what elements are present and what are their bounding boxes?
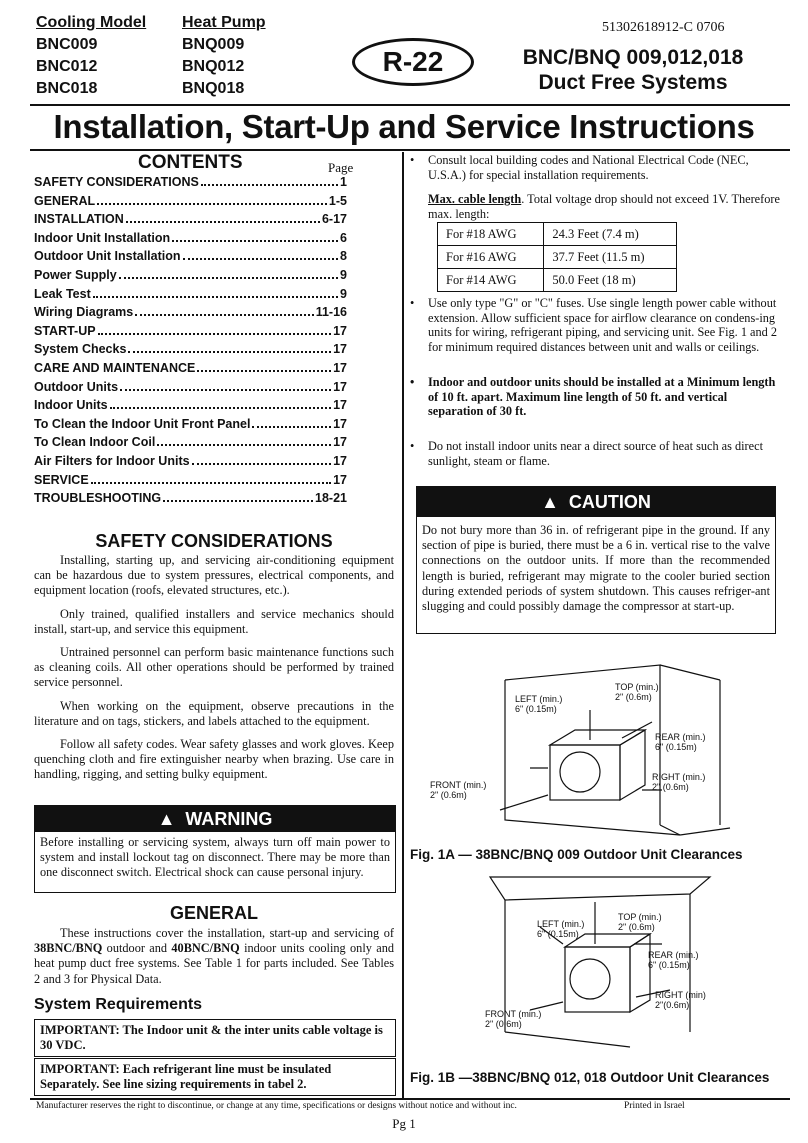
indoor-model-ref: 40BNC/BNQ: [171, 941, 240, 956]
fig1a-label-top: TOP (min.) 2" (0.6m): [615, 682, 659, 702]
caution-label: CAUTION: [568, 491, 651, 512]
table-row: [438, 246, 677, 269]
fig1b-label-top: TOP (min.) 2" (0.6m): [618, 912, 662, 932]
general-heading: GENERAL: [169, 903, 258, 923]
toc-entry[interactable]: Air Filters for Indoor Units 17: [34, 453, 347, 468]
important-note-voltage: IMPORTANT: The Indoor unit & the inter units cable voltage is 30 VDC.: [34, 1019, 396, 1057]
cooling-model-column: [36, 12, 146, 100]
main-title: Installation, Start-Up and Service Instructions: [53, 108, 755, 145]
figure-1b-caption: Fig. 1B —38BNC/BNQ 012, 018 Outdoor Unit Clearances: [410, 1070, 770, 1085]
safety-paragraph: When working on the equipment, observe precautions in the literature and on tags, stickers, and labels attached to the equipment.: [34, 698, 394, 728]
toc-entry[interactable]: System Checks 17: [34, 342, 347, 357]
table-row: [438, 223, 677, 246]
toc-entry[interactable]: To Clean the Indoor Unit Front Panel 17: [34, 416, 347, 431]
safety-paragraph: Untrained personnel can perform basic maintenance functions such as cleaning coils. All other operations should be performed by trained service personnel.: [34, 645, 394, 690]
important-note-insulation: IMPORTANT: Each refrigerant line must be insulated Separately. See line sizing requirements in tabel 2.: [34, 1058, 396, 1096]
refrigerant-label: R-22: [382, 46, 444, 77]
contents-heading: CONTENTS: [138, 152, 243, 173]
bullet-heat-source: • Do not install indoor units near a direct source of heat such as direct sunlight, steam or flame.: [410, 439, 763, 468]
safety-paragraph: Installing, starting up, and servicing air-conditioning equipment can be hazardous due to system pressures, electrical components, and equipment location (roofs, elevated structures, etc.).: [34, 553, 394, 598]
length-cell: 50.0 Feet (18 m): [544, 269, 677, 292]
safety-paragraph: Follow all safety codes. Wear safety glasses and work gloves. Keep quenching cloth and fire extinguisher nearby when brazing. Use care in handling, rigging, and setting bulky equipment.: [34, 737, 394, 782]
outdoor-model-ref: 38BNC/BNQ: [34, 941, 103, 956]
toc-entry[interactable]: Wiring Diagrams 11-16: [34, 305, 347, 320]
toc-entry[interactable]: START-UP 17: [34, 323, 347, 338]
fig1b-label-front: FRONT (min.) 2" (0.6m): [485, 1009, 542, 1029]
cooling-model-item: BNC018: [36, 80, 98, 97]
caution-header: [417, 487, 775, 517]
cable-length-note: Max. cable length. Total voltage drop should not exceed 1V. Therefore max. length:: [428, 192, 780, 221]
refrigerant-badge: [352, 38, 474, 86]
toc-entry[interactable]: TROUBLESHOOTING 18-21: [34, 491, 347, 506]
fig1a-label-front: FRONT (min.) 2" (0.6m): [430, 780, 487, 800]
cooling-model-heading: Cooling Model: [36, 14, 147, 31]
bullet-fuses: • Use only type "G" or "C" fuses. Use single length power cable without extension. Allow sufficient space for airflow clearance on condens-ing units for wiring, refrigerant piping, and servicing unit. See Fig. 1 and 2 for minimum required distances between unit and walls or ceilings.: [410, 296, 778, 354]
heat-pump-column: [182, 12, 266, 100]
toc-entry[interactable]: Indoor Units 17: [34, 398, 347, 413]
figure-1a-clearance-diagram: [430, 660, 750, 840]
heat-pump-item: BNQ009: [182, 36, 245, 53]
toc-entry[interactable]: Power Supply 9: [34, 267, 347, 282]
series-line-1: BNC/BNQ 009,012,018: [522, 46, 744, 69]
warning-label: WARNING: [185, 808, 273, 829]
cable-length-table: [437, 222, 677, 292]
toc-entry[interactable]: GENERAL 1-5: [34, 193, 347, 208]
toc-entry[interactable]: Indoor Unit Installation 6: [34, 230, 347, 245]
toc-entry[interactable]: Outdoor Unit Installation 8: [34, 249, 347, 264]
safety-heading: SAFETY CONSIDERATIONS: [95, 531, 333, 551]
awg-cell: For #18 AWG: [438, 223, 544, 246]
warning-header: [35, 806, 395, 832]
figure-1a-caption: Fig. 1A — 38BNC/BNQ 009 Outdoor Unit Clearances: [410, 847, 743, 862]
table-of-contents: [34, 175, 347, 510]
length-cell: 37.7 Feet (11.5 m): [544, 246, 677, 269]
safety-section: [34, 553, 394, 783]
fig1b-label-left: LEFT (min.) 6" (0.15m): [537, 919, 585, 939]
cooling-model-item: BNC009: [36, 36, 98, 53]
contents-page-label: Page: [328, 160, 354, 175]
toc-entry[interactable]: Outdoor Units 17: [34, 379, 347, 394]
caution-triangle-icon: ▲: [541, 491, 559, 512]
fig1b-label-right: RIGHT (min) 2"(0.6m): [655, 990, 706, 1010]
fig1a-label-rear: REAR (min.) 6" (0.15m): [655, 732, 706, 752]
length-cell: 24.3 Feet (7.4 m): [544, 223, 677, 246]
footer-printed: Printed in Israel: [624, 1101, 685, 1111]
toc-entry[interactable]: SERVICE 17: [34, 472, 347, 487]
bullet-distances: • Indoor and outdoor units should be installed at a Minimum length of 10 ft. apart. Maximum line length of 50 ft. and vertical separation of 30 ft.: [410, 375, 776, 419]
heat-pump-heading: Heat Pump: [182, 14, 266, 31]
heat-pump-item: BNQ018: [182, 80, 245, 97]
column-divider: [402, 152, 404, 1100]
toc-entry[interactable]: SAFETY CONSIDERATIONS 1: [34, 175, 347, 189]
fig1a-label-left: LEFT (min.) 6" (0.15m): [515, 694, 563, 714]
warning-box: [34, 805, 396, 893]
toc-entry[interactable]: To Clean Indoor Coil 17: [34, 435, 347, 450]
fig1a-label-right: RIGHT (min.) 2" (0.6m): [652, 772, 706, 792]
series-title: [488, 45, 778, 95]
awg-cell: For #16 AWG: [438, 246, 544, 269]
cooling-model-item: BNC012: [36, 58, 98, 75]
general-paragraph: These instructions cover the installation, start-up and servicing of 38BNC/BNQ outdoor and 40BNC/BNQ indoor units cooling only and heat pump duct free systems. See Table 1 for parts included. See Tables 2 and 3 for Physical Data.: [34, 926, 394, 986]
warning-text: Before installing or servicing system, always turn off main power to system and install lockout tag on disconnect. There may be more than one disconnect switch. Electrical shock can cause personal injury.: [40, 835, 390, 880]
safety-paragraph: Only trained, qualified installers and service mechanics should install, start-up, and service this equipment.: [34, 606, 394, 636]
header-rule: [30, 104, 790, 106]
table-row: [438, 269, 677, 292]
caution-text: Do not bury more than 36 in. of refrigerant pipe in the ground. If any section of pipe is buried, there must be a 6 in. vertical rise to the valve connections on the outdoor units. If more than the recommended length is buried, refrigerant may migrate to the cooler buried section during extended periods of system shutdown. This causes refriger-ant slugging and could possibly damage the compressor at start-up.: [422, 523, 770, 614]
bullet-codes: • Consult local building codes and National Electrical Code (NEC, U.S.A.) for special installation requirements.: [410, 153, 749, 182]
page-number: Pg 1: [392, 1116, 416, 1131]
warning-triangle-icon: ▲: [157, 808, 176, 829]
toc-entry[interactable]: INSTALLATION 6-17: [34, 212, 347, 227]
title-rule: [30, 149, 790, 151]
footer-rule: [30, 1098, 790, 1100]
caution-box: [416, 486, 776, 634]
awg-cell: For #14 AWG: [438, 269, 544, 292]
fig1b-label-rear: REAR (min.) 6" (0.15m): [648, 950, 699, 970]
system-requirements-heading: System Requirements: [34, 996, 203, 1013]
document-number: 51302618912-C 0706: [602, 20, 725, 35]
footer-disclaimer: Manufacturer reserves the right to discontinue, or change at any time, specifications or designs without notice and without inc.: [36, 1101, 517, 1111]
toc-entry[interactable]: Leak Test 9: [34, 286, 347, 301]
toc-entry[interactable]: CARE AND MAINTENANCE 17: [34, 360, 347, 375]
series-line-2: Duct Free Systems: [538, 71, 728, 94]
figure-1b-clearance-diagram: [430, 872, 750, 1052]
cable-length-heading: Max. cable length: [428, 192, 522, 206]
heat-pump-item: BNQ012: [182, 58, 245, 75]
